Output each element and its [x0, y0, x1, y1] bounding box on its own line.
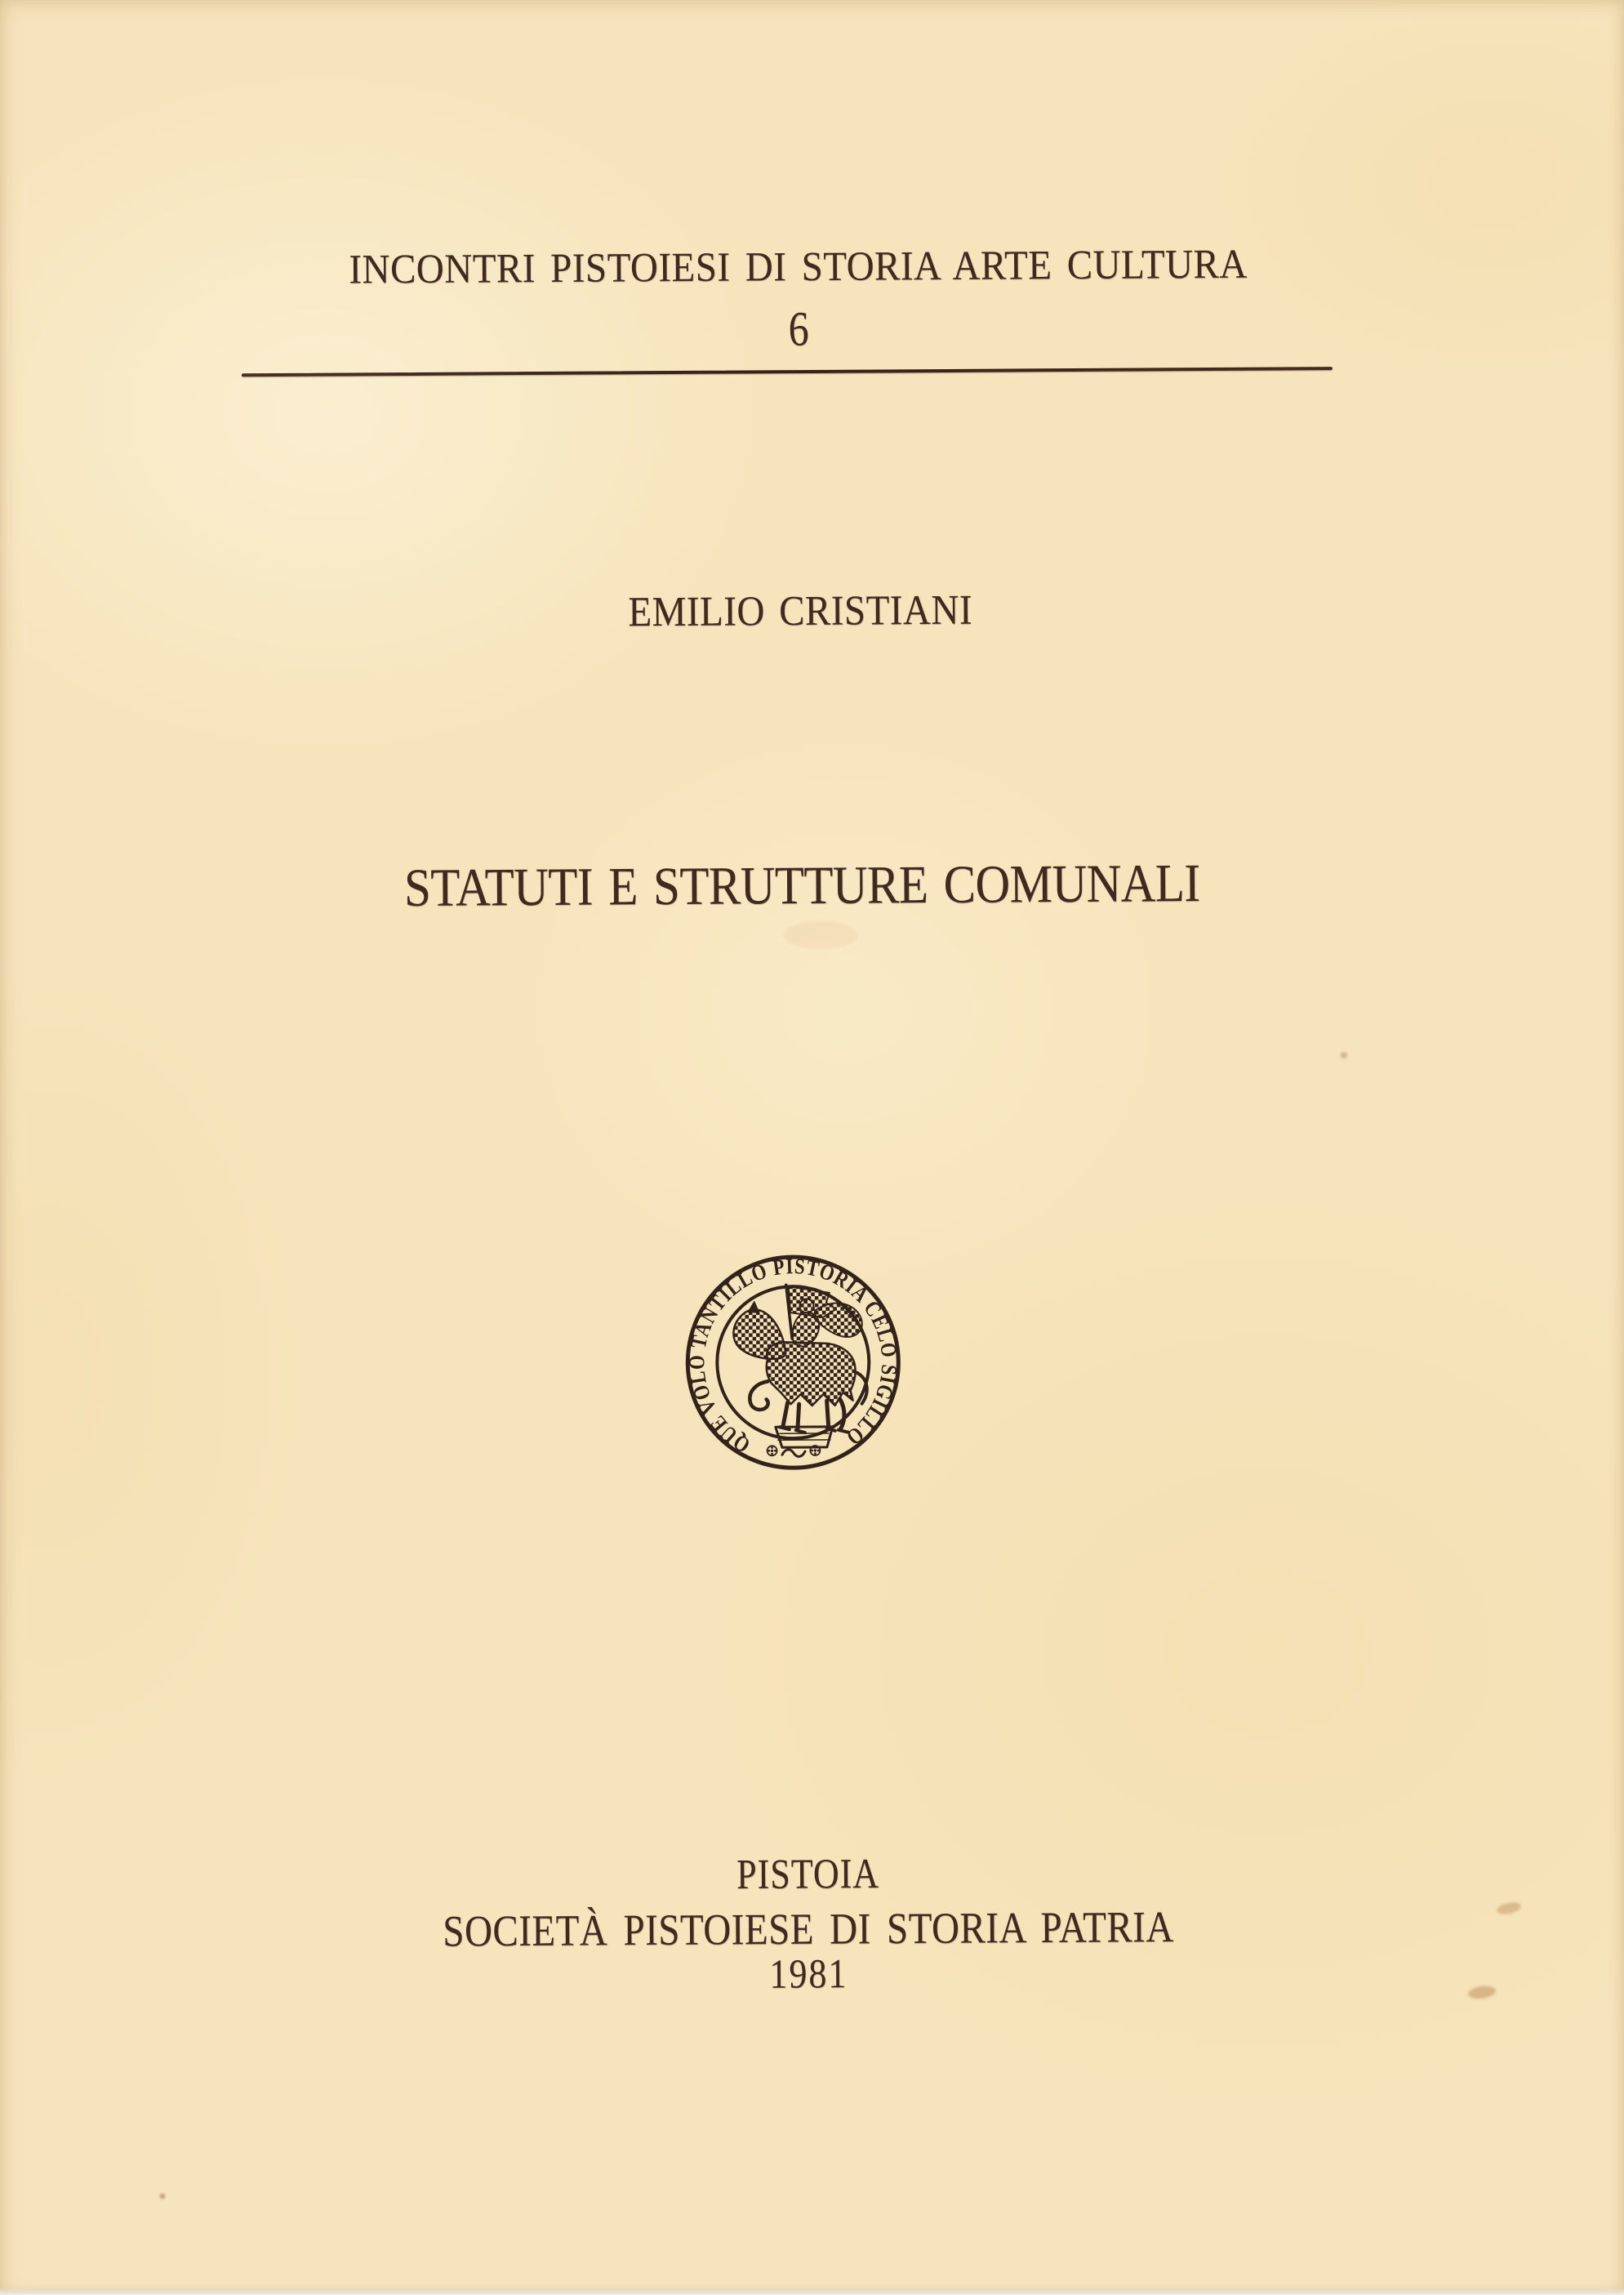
- divider-rule: [242, 367, 1333, 377]
- foxing-stain: [784, 921, 857, 949]
- seal-knight-on-horse-icon: [733, 1285, 867, 1448]
- imprint-place: PISTOIA: [736, 1849, 880, 1898]
- seal-inscription: QUE VOLO TANTILLO PISTORIA CELO SIGILLO: [684, 1253, 902, 1459]
- series-number: 6: [788, 301, 809, 356]
- book-title: STATUTI E STRUTTURE COMUNALI: [403, 852, 1200, 918]
- author-name: EMILIO CRISTIANI: [628, 586, 973, 636]
- seal-rosette-left-icon: [768, 1446, 777, 1455]
- seal-tilde-ornament-icon: [782, 1450, 805, 1457]
- series-title: INCONTRI PISTOIESI DI STORIA ARTE CULTURA: [349, 241, 1248, 293]
- foxing-stain: [160, 2194, 165, 2199]
- imprint-publisher: SOCIETÀ PISTOIESE DI STORIA PATRIA: [443, 1902, 1174, 1957]
- imprint-year: 1981: [769, 1950, 848, 1998]
- publisher-seal-icon: [683, 1251, 905, 1473]
- scanner-bed-edge: [0, 2288, 1624, 2295]
- foxing-stain: [1341, 1052, 1347, 1058]
